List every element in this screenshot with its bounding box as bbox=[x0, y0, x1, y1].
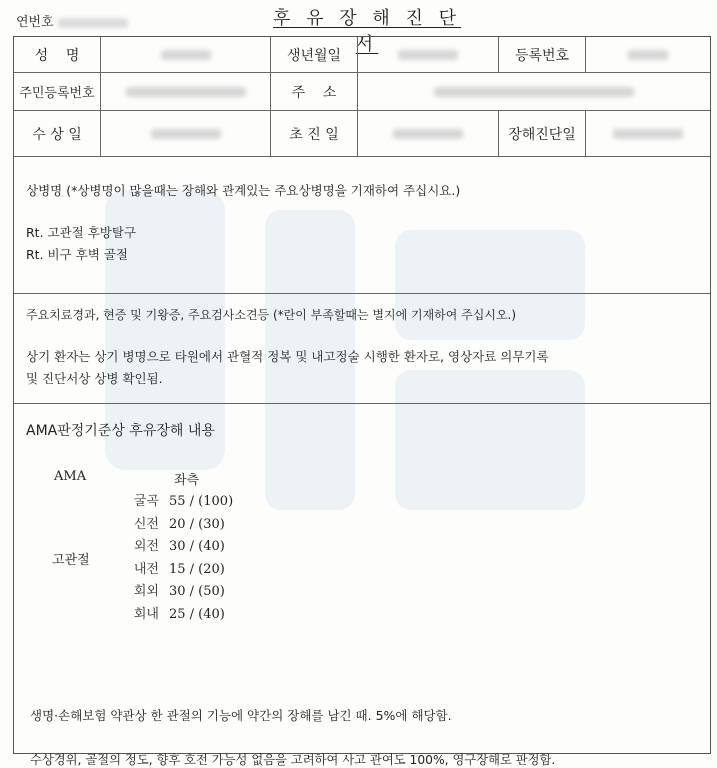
motion-row bbox=[131, 603, 225, 622]
name-value bbox=[101, 37, 271, 72]
ama-conclusion-1: 생명·손해보험 약관상 한 관절의 기능에 약간의 장해를 남긴 때. 5%에 해당함. bbox=[30, 708, 452, 723]
treatment-line-1: 상기 환자는 상기 병명으로 타원에서 관혈적 정복 및 내고정술 시행한 환자로, 영상자료 의무기록 bbox=[26, 349, 549, 364]
certificate-form bbox=[13, 36, 711, 767]
motion-row bbox=[131, 535, 225, 554]
motion-row bbox=[131, 580, 225, 599]
ama-column-header: AMA bbox=[54, 469, 87, 484]
info-row-2 bbox=[14, 73, 710, 111]
disability-date-value bbox=[586, 111, 710, 156]
motion-row bbox=[131, 490, 233, 509]
treatment-section bbox=[14, 294, 710, 404]
motion-value: 30 / (50) bbox=[169, 584, 225, 599]
side-column-header: 좌측 bbox=[174, 473, 200, 488]
document-title: 후 유 장 해 진 단 서 bbox=[273, 8, 461, 55]
diagnosis-section bbox=[14, 157, 710, 294]
motion-value: 55 / (100) bbox=[169, 494, 234, 509]
info-row-1 bbox=[14, 37, 710, 73]
reg-label: 등록번호 bbox=[499, 37, 586, 72]
first-visit-label: 초 진 일 bbox=[271, 111, 358, 156]
diagnosis-item-2: Rt. 비구 후벽 골절 bbox=[26, 247, 128, 262]
dob-label: 생년월일 bbox=[271, 37, 358, 72]
motion-name: 굴곡 bbox=[133, 494, 159, 509]
injury-date-label: 수 상 일 bbox=[14, 111, 101, 156]
ama-title: AMA판정기준상 후유장해 내용 bbox=[26, 423, 215, 439]
ama-section bbox=[14, 404, 710, 767]
motion-name: 회외 bbox=[133, 584, 159, 599]
treatment-heading: 주요치료경과, 현증 및 기왕증, 주요검사소견등 (*란이 부족할때는 별지에 기재하여 주십시오.) bbox=[26, 308, 517, 322]
info-row-3 bbox=[14, 111, 710, 157]
name-label: 성 명 bbox=[14, 37, 101, 72]
diagnosis-heading: 상병명 (*상병명이 많을때는 장해와 관계있는 주요상병명을 기재하여 주십시요.) bbox=[26, 183, 461, 198]
addr-label: 주 소 bbox=[271, 73, 358, 110]
motion-value: 20 / (30) bbox=[169, 517, 225, 532]
motion-name: 회내 bbox=[133, 607, 159, 622]
diagnosis-item-1: Rt. 고관절 후방탈구 bbox=[26, 225, 137, 240]
motion-value: 25 / (40) bbox=[169, 607, 225, 622]
reg-value bbox=[586, 37, 710, 72]
motion-name: 신전 bbox=[133, 517, 159, 532]
id-label: 주민등록번호 bbox=[14, 73, 101, 110]
redacted-serial bbox=[58, 18, 128, 28]
addr-value bbox=[358, 73, 710, 110]
injury-date-value bbox=[101, 111, 271, 156]
serial-number bbox=[16, 11, 128, 30]
motion-row bbox=[131, 513, 225, 532]
motion-value: 15 / (20) bbox=[169, 562, 225, 577]
motion-name: 외전 bbox=[133, 539, 159, 554]
treatment-line-2: 및 진단서상 상병 확인됨. bbox=[26, 371, 163, 386]
motion-value: 30 / (40) bbox=[169, 539, 225, 554]
ama-conclusion-2: 수상경위, 골절의 정도, 향후 호전 가능성 없음을 고려하여 사고 관여도 100%, 영구장해로 판정함. bbox=[30, 753, 556, 767]
motion-row bbox=[131, 558, 225, 577]
motion-name: 내전 bbox=[133, 562, 159, 577]
first-visit-value bbox=[358, 111, 499, 156]
dob-value bbox=[358, 37, 499, 72]
disability-date-label: 장해진단일 bbox=[499, 111, 586, 156]
id-value bbox=[101, 73, 271, 110]
serial-label: 연번호 bbox=[16, 15, 54, 30]
joint-label: 고관절 bbox=[52, 553, 90, 568]
